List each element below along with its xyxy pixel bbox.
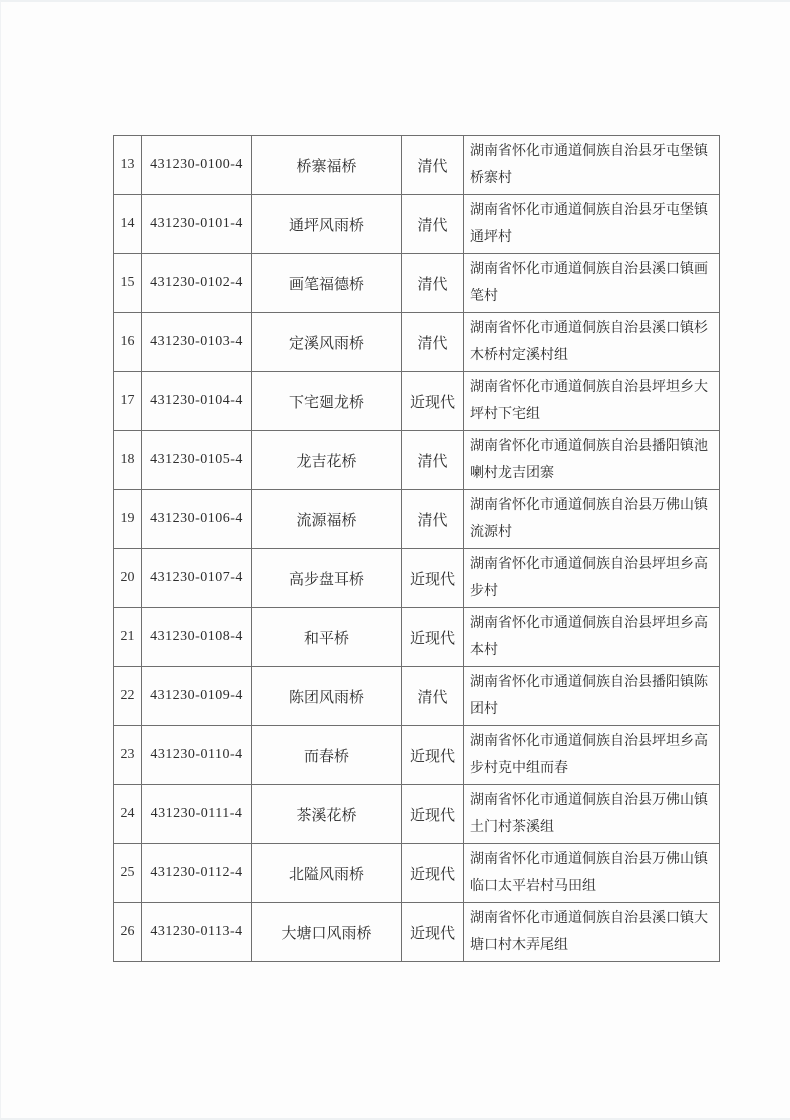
bridge-name: 下宅廻龙桥 (252, 372, 402, 431)
heritage-code: 431230-0108-4 (142, 608, 252, 667)
row-number: 14 (114, 195, 142, 254)
row-number: 17 (114, 372, 142, 431)
location-text: 湖南省怀化市通道侗族自治县牙屯堡镇桥寨村 (464, 136, 720, 195)
heritage-code: 431230-0105-4 (142, 431, 252, 490)
bridge-name: 陈团风雨桥 (252, 667, 402, 726)
row-number: 23 (114, 726, 142, 785)
era-label: 近现代 (402, 844, 464, 903)
row-number: 19 (114, 490, 142, 549)
location-text: 湖南省怀化市通道侗族自治县坪坦乡高本村 (464, 608, 720, 667)
bridge-name: 桥寨福桥 (252, 136, 402, 195)
location-text: 湖南省怀化市通道侗族自治县坪坦乡高步村克中组而春 (464, 726, 720, 785)
row-number: 15 (114, 254, 142, 313)
location-text: 湖南省怀化市通道侗族自治县溪口镇杉木桥村定溪村组 (464, 313, 720, 372)
location-text: 湖南省怀化市通道侗族自治县坪坦乡大坪村下宅组 (464, 372, 720, 431)
era-label: 清代 (402, 667, 464, 726)
era-label: 清代 (402, 431, 464, 490)
table-row (114, 136, 720, 195)
era-label: 近现代 (402, 372, 464, 431)
heritage-code: 431230-0103-4 (142, 313, 252, 372)
era-label: 近现代 (402, 903, 464, 962)
table-row (114, 608, 720, 667)
era-label: 近现代 (402, 726, 464, 785)
era-label: 清代 (402, 254, 464, 313)
heritage-code: 431230-0106-4 (142, 490, 252, 549)
heritage-code: 431230-0101-4 (142, 195, 252, 254)
bridge-name: 龙吉花桥 (252, 431, 402, 490)
table-body (114, 136, 720, 962)
bridge-name: 茶溪花桥 (252, 785, 402, 844)
location-text: 湖南省怀化市通道侗族自治县溪口镇画笔村 (464, 254, 720, 313)
heritage-code: 431230-0113-4 (142, 903, 252, 962)
bridge-name: 画笔福德桥 (252, 254, 402, 313)
table-row (114, 490, 720, 549)
bridge-name: 定溪风雨桥 (252, 313, 402, 372)
era-label: 清代 (402, 195, 464, 254)
bridge-name: 流源福桥 (252, 490, 402, 549)
era-label: 近现代 (402, 785, 464, 844)
era-label: 近现代 (402, 608, 464, 667)
table-row (114, 726, 720, 785)
row-number: 20 (114, 549, 142, 608)
bridge-name: 高步盘耳桥 (252, 549, 402, 608)
era-label: 清代 (402, 313, 464, 372)
row-number: 16 (114, 313, 142, 372)
era-label: 近现代 (402, 549, 464, 608)
location-text: 湖南省怀化市通道侗族自治县播阳镇池喇村龙吉团寨 (464, 431, 720, 490)
location-text: 湖南省怀化市通道侗族自治县溪口镇大塘口村木弄尾组 (464, 903, 720, 962)
bridge-name: 而春桥 (252, 726, 402, 785)
table-row (114, 431, 720, 490)
table-row (114, 195, 720, 254)
row-number: 21 (114, 608, 142, 667)
heritage-code: 431230-0111-4 (142, 785, 252, 844)
row-number: 24 (114, 785, 142, 844)
row-number: 25 (114, 844, 142, 903)
row-number: 26 (114, 903, 142, 962)
era-label: 清代 (402, 136, 464, 195)
era-label: 清代 (402, 490, 464, 549)
heritage-code: 431230-0110-4 (142, 726, 252, 785)
row-number: 13 (114, 136, 142, 195)
table-row (114, 254, 720, 313)
location-text: 湖南省怀化市通道侗族自治县万佛山镇流源村 (464, 490, 720, 549)
table-row (114, 372, 720, 431)
row-number: 22 (114, 667, 142, 726)
heritage-code: 431230-0100-4 (142, 136, 252, 195)
table-row (114, 844, 720, 903)
table-row (114, 785, 720, 844)
table-row (114, 903, 720, 962)
location-text: 湖南省怀化市通道侗族自治县万佛山镇土门村茶溪组 (464, 785, 720, 844)
bridge-name: 通坪风雨桥 (252, 195, 402, 254)
heritage-code: 431230-0109-4 (142, 667, 252, 726)
location-text: 湖南省怀化市通道侗族自治县牙屯堡镇通坪村 (464, 195, 720, 254)
heritage-code: 431230-0102-4 (142, 254, 252, 313)
row-number: 18 (114, 431, 142, 490)
table-row (114, 313, 720, 372)
location-text: 湖南省怀化市通道侗族自治县万佛山镇临口太平岩村马田组 (464, 844, 720, 903)
heritage-bridge-table (113, 135, 720, 962)
bridge-name: 大塘口风雨桥 (252, 903, 402, 962)
location-text: 湖南省怀化市通道侗族自治县坪坦乡高步村 (464, 549, 720, 608)
heritage-code: 431230-0112-4 (142, 844, 252, 903)
location-text: 湖南省怀化市通道侗族自治县播阳镇陈团村 (464, 667, 720, 726)
bridge-name: 北隘风雨桥 (252, 844, 402, 903)
bridge-name: 和平桥 (252, 608, 402, 667)
table-row (114, 667, 720, 726)
table-row (114, 549, 720, 608)
heritage-code: 431230-0104-4 (142, 372, 252, 431)
heritage-code: 431230-0107-4 (142, 549, 252, 608)
